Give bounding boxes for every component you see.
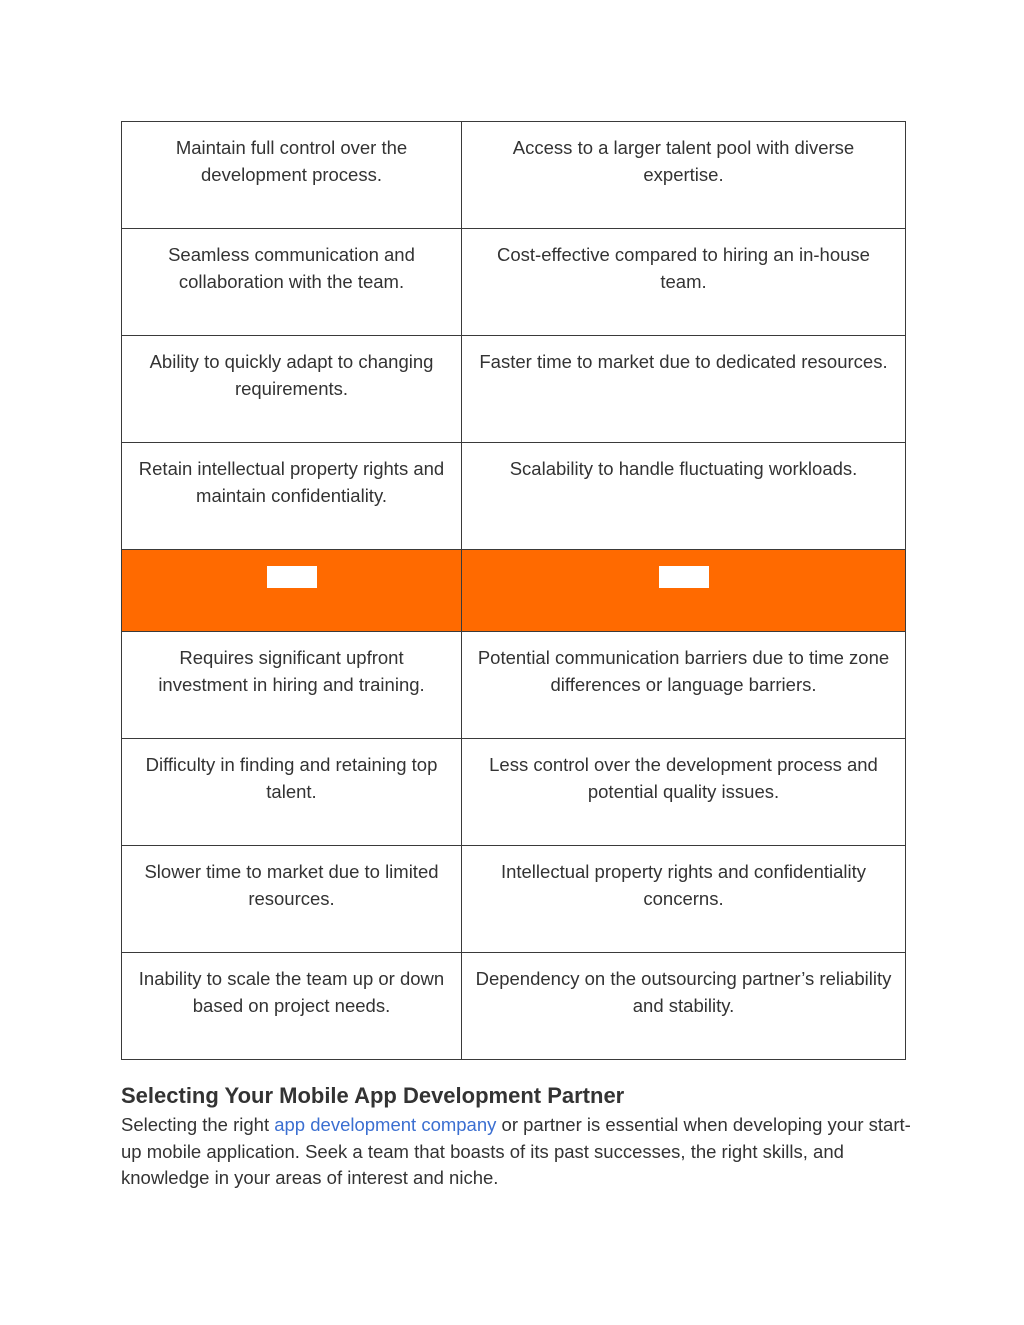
table-cell-right: Scalability to handle fluctuating workloads. [462,443,906,550]
table-cell-right: Cost-effective compared to hiring an in-house team. [462,229,906,336]
header-cell-right [462,550,906,632]
table-row [122,122,906,229]
table-cell-left: Seamless communication and collaboration with the team. [122,229,462,336]
table-row [122,846,906,953]
section-paragraph [121,1112,911,1192]
app-development-company-link[interactable]: app development company [274,1114,497,1135]
table-cell-right: Dependency on the outsourcing partner’s reliability and stability. [462,953,906,1060]
section-heading: Selecting Your Mobile App Development Partner [121,1083,625,1108]
header-label-placeholder [267,566,317,588]
table-cell-right: Access to a larger talent pool with diverse expertise. [462,122,906,229]
table-cell-left: Requires significant upfront investment in hiring and training. [122,632,462,739]
table-cell-right: Less control over the development process and potential quality issues. [462,739,906,846]
table-row [122,739,906,846]
paragraph-text-start: Selecting the right [121,1114,275,1135]
header-cell-left [122,550,462,632]
table-cell-right: Potential communication barriers due to time zone differences or language barriers. [462,632,906,739]
table-cell-left: Difficulty in finding and retaining top talent. [122,739,462,846]
table-header-row [122,550,906,632]
table-row [122,443,906,550]
paragraph-text-end: or partner is essential when developing your start-up mobile application. Seek a team that boasts of its past successes, the right skills, and knowledge in your areas of interest and niche. [121,1114,911,1188]
table-cell-right: Intellectual property rights and confidentiality concerns. [462,846,906,953]
header-label-placeholder [659,566,709,588]
table-cell-left: Maintain full control over the development process. [122,122,462,229]
table-cell-right: Faster time to market due to dedicated resources. [462,336,906,443]
table-row [122,632,906,739]
table-cell-left: Slower time to market due to limited resources. [122,846,462,953]
table-cell-left: Retain intellectual property rights and maintain confidentiality. [122,443,462,550]
table-row [122,953,906,1060]
table-cell-left: Ability to quickly adapt to changing requirements. [122,336,462,443]
table-cell-left: Inability to scale the team up or down based on project needs. [122,953,462,1060]
comparison-table [121,121,906,1060]
table-row [122,229,906,336]
table-row [122,336,906,443]
